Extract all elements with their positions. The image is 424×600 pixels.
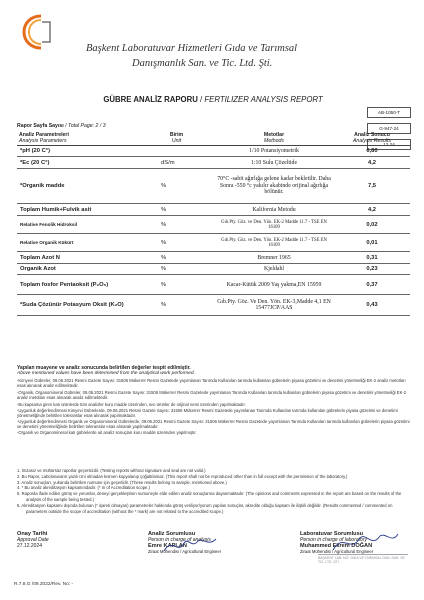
table-row: [17, 252, 410, 264]
report-title-tr: GÜBRE ANALİZ RAPORU: [103, 95, 198, 104]
header-methods: Metotlar Methods: [214, 131, 334, 146]
unit-cell: %: [139, 234, 214, 252]
footnote-en: Above mentioned values have been determined from the analytical work performed.: [17, 371, 195, 376]
analyst-title-en: Person in charge of analysis: [148, 537, 211, 543]
unit-cell: [139, 146, 214, 157]
header-unit: Birim Unit: [139, 131, 214, 146]
result-cell: 6,80: [334, 146, 410, 157]
result-cell: 0,37: [334, 275, 410, 295]
page-count-label: Rapor Sayfa Sayısı: [17, 123, 64, 129]
approval-date: 27.12.2024: [17, 543, 43, 549]
result-cell: 0,31: [334, 252, 410, 264]
analyst-role: Ziraat Mühendisi / Agricultural Engineer: [148, 549, 222, 554]
result-cell: 0,01: [334, 234, 410, 252]
method-cell: 1:10 Sulu Çözeltide: [214, 157, 334, 169]
note-item: 4. * Bu analiz akreditasyon kapsamındadır. (* In of Accreditation scope.): [17, 485, 150, 491]
note-item: 5. Raporda ifade edilen görüş ve yorumlar, deneyi gerçekleştiren numuneyle elde edilen analiz sonuçlarına dayanmaktadır. (The opinions and comments expressed in the report are based on the results of the analysis of the sample being tested.): [17, 491, 402, 502]
param-cell: *Organik madde: [17, 169, 139, 204]
results-table: [17, 131, 410, 316]
page-count-label-en: / Total Page: 2 / 3: [63, 123, 106, 129]
result-cell: 0,23: [334, 264, 410, 275]
table-row: [17, 146, 410, 157]
header-results: Analiz Sonucu Analysis Results: [334, 131, 410, 146]
param-cell: *Ec (20 C°): [17, 157, 139, 169]
unit-cell: %: [139, 204, 214, 216]
note-item: 1. İmzasız ve mühürsüz raporlar geçersizdir. (Testing reports without signature and seal are not valid.): [17, 468, 206, 473]
manager-title: Laboratuvar Sorumlusu: [300, 531, 364, 537]
unit-cell: %: [139, 264, 214, 275]
approval-title-en: Approval Date: [17, 537, 49, 543]
analyst-signature-icon: [160, 533, 220, 557]
report-title: [88, 95, 338, 105]
unit-cell: dS/m: [139, 157, 214, 169]
manager-title-en: Person in charge of laboratory: [300, 537, 367, 543]
footer-form-code: R.7.8.G /09.2022/Rev. No: -: [14, 582, 74, 587]
page-count: [17, 123, 106, 129]
unit-cell: %: [139, 295, 214, 316]
method-paragraph-2: -Organik, Organomineral Gübreler, 09.06.2021 Resmi Gazete Sayısı: 31506 Mükerrer Resmi Gazetede yayımlanan Tarımda Kullanılan tarımda kullanılan gübrelerin piyasa gözetimi ve denetimi yönetmeliği EK-2 analiz metotları esas alınarak analiz edilmektedir.: [17, 390, 407, 401]
result-cell: 7,5: [334, 169, 410, 204]
note-item: 3. Analiz sonuçları, yukarıda belirtilen numune için geçerlidir. (These results belong to sample, mentioned above.): [17, 479, 227, 485]
manager-name: Muhammed Ekrem DOĞAN: [300, 543, 373, 549]
approval-title: Onay Tarihi: [17, 531, 48, 537]
report-title-en: FERTILIZER ANALYSIS REPORT: [204, 95, 323, 104]
method-cell: Kacar-Kütük 2009 Yaş yakma,EN 15959: [214, 275, 334, 295]
table-row: [17, 295, 410, 316]
analyst-name: Emre KAPLAN: [148, 543, 187, 549]
method-cell: Gıb.Pty. Göz. Ve Den. Yön. EK-3,Madde 4,1 EN 15477JCP/AAS: [214, 295, 334, 316]
company-name-line2: Danışmanlık San. ve Tic. Ltd. Şti.: [132, 58, 273, 69]
method-cell: Kjeldahl: [214, 264, 334, 275]
method-cell: Bremner 1965: [214, 252, 334, 264]
method-cell: Gıb.Pty. Göz. ve Den. Yön. EK-2 Madde 11.7 - TSE EN 16109: [214, 234, 334, 252]
result-cell: 0,43: [334, 295, 410, 316]
param-cell: Toplam fosfor Pentaoksit (P₂O₅): [17, 275, 139, 295]
param-cell: *Suda Çözünür Potasyum Oksit (K₂O): [17, 295, 139, 316]
doc-code-2: G-947-24: [367, 123, 411, 134]
method-cell: 1/10 Potansiyometrik: [214, 146, 334, 157]
method-paragraph-6: -Organik ve Organomineral katı gübrelerde ait analiz sonuçları kuru madde üzerinden yapılmıştır.: [17, 430, 197, 435]
table-row: [17, 275, 410, 295]
unit-cell: %: [139, 275, 214, 295]
param-cell: Toplam Azot N: [17, 252, 139, 264]
table-row: [17, 216, 410, 234]
table-row: [17, 204, 410, 216]
manager-signature-icon: [330, 530, 400, 556]
unit-cell: %: [139, 169, 214, 204]
result-cell: 0,02: [334, 216, 410, 234]
company-logo-icon: [16, 12, 66, 54]
method-paragraph-5: -Uygunluk değerlendirmesi Organik ve Organomineral Gübrelerde, 09.06.2021 Resmi Gazete Sayısı: 31506 Mükerrer Resmi Gazetede yayımlanan Tarımda Kullanılan tarımda kullanılan gübrelerin piyasa gözetimi ve denetimi yönetmeliğinde belirtilen toleranslar esas alınarak yapılmaktadır.: [17, 419, 410, 430]
analyst-title: Analiz Sorumlusu: [148, 531, 196, 537]
unit-cell: %: [139, 252, 214, 264]
method-cell: Kalifornia Metodu: [214, 204, 334, 216]
report-title-separator: /: [197, 95, 205, 104]
param-cell: *pH (20 C°): [17, 146, 139, 157]
method-paragraph-3: -Bu kapsama giren katı ürünlerde tüm analizler kuru madde üzerinden, sıvı ürünler de orijinal nemi üzerinden yapılmaktadır.: [17, 402, 246, 407]
method-paragraph-4: -Uygunluk değerlendirmesi Kimyevi Gübrelerde, 09.06.2021 Resmi Gazete Sayısı: 31506 Mükerrer Resmi Gazetede yayımlanan Tarımda Kullanılan tarımda kullanılan gübrelerin piyasa gözetimi ve denetimi yönetmeliğinde belirtilen toleranslar esas alınarak yapılmaktadır.: [17, 408, 398, 419]
table-row: [17, 157, 410, 169]
table-header-row: [17, 131, 410, 146]
doc-code-1: AB-1050-T: [367, 107, 411, 118]
table-row: [17, 264, 410, 275]
approval-block: [17, 531, 107, 549]
manager-role: Ziraat Mühendisi / Agricultural Engineer: [300, 549, 374, 554]
param-cell: Organik Azot: [17, 264, 139, 275]
company-name-line1: Başkent Laboratuvar Hizmetleri Gıda ve Tarımsal: [86, 43, 298, 54]
param-cell: Relative Organik Kükürt: [17, 234, 139, 252]
footnote-tr: Yapılan muayene ve analiz sonucunda belirtilen değerler tespit edilmiştir.: [17, 365, 191, 371]
header-parameters: Analiz Parametreleri Analysis Parameters: [17, 131, 139, 146]
note-item: 2. Bu Rapor, Laboratuvarın yazılı izni olmadan kısmen kopyalanıp çoğaltılamaz. (This report shall not be reproduced other than in full except with the permission of the laboratory.): [17, 473, 348, 479]
param-cell: Toplam Humik+Fulvik asit: [17, 204, 139, 216]
result-cell: 4,2: [334, 204, 410, 216]
doc-code-3: 12.24: [367, 139, 411, 150]
method-cell: 70°C -sabit ağırlığa gelene kadar bekletilir. Daha Sonra -550 °c yakılır akabinde orijinal ağırlığa bölünür.: [214, 169, 334, 204]
company-stamp-icon: BAŞKENT LAB. HİZ. GIDA VE TARIMSAL DAN. SAN. VE TİC. LTD. ŞTİ.: [318, 554, 408, 576]
unit-cell: %: [139, 216, 214, 234]
method-cell: Gıb.Pty. Göz. ve Den. Yön. EK-2 Madde 11.7 - TSE EN 16109: [214, 216, 334, 234]
notes-list: [17, 468, 412, 514]
table-row: [17, 234, 410, 252]
table-row: [17, 169, 410, 204]
note-item: 6. Akreditasyon kapsamı dışında bulunan (* işareti olmayan) parametreler hakkında görüş veriliyor/yorum yapılan sonuçlar, akredite olduğu kapsam ile ilişkili değildir. (Results commented / commented on parameters outside the scope of accreditation (without the * mark) are not related to the accredited scope.): [17, 502, 393, 514]
method-paragraph-1: -Kimyevi Gübreler, 09.06.2021 Resmi Gazete Sayısı: 31506 Mükerrer Resmi Gazetede yayımlanan Tarımda Kullanılan tarımda kullanılan gübrelerin piyasa gözetimi ve denetimi yönetmeliği EK-2 analiz metotları esas alınarak analiz edilmektedir.: [17, 378, 406, 389]
param-cell: Relative Fenolik Hidroksil: [17, 216, 139, 234]
result-cell: 4,2: [334, 157, 410, 169]
